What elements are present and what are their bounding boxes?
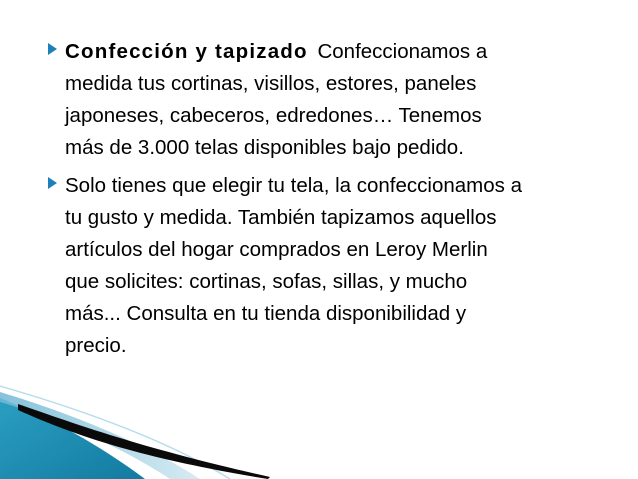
bullet-text: Solo tienes que elegir tu tela, la confeccionamos a <box>65 174 522 197</box>
bullet-text: que solicites: cortinas, sofas, sillas, y mucho <box>65 270 468 293</box>
bullet-heading: Confección y tapizado <box>65 40 308 63</box>
bullet-paragraph-2 <box>65 170 522 362</box>
bullet-text: más de 3.000 telas disponibles bajo pedido. <box>65 136 464 159</box>
bullet-text: japoneses, cabeceros, edredones… Tenemos <box>65 104 482 127</box>
bullet-text: tu gusto y medida. También tapizamos aquellos <box>65 206 497 229</box>
bullet-text: medida tus cortinas, visillos, estores, paneles <box>65 72 477 95</box>
bullet-text: más... Consulta en tu tienda disponibilidad y <box>65 302 467 325</box>
bullet-text: precio. <box>65 334 127 357</box>
swoosh-decoration <box>0 380 638 479</box>
triangle-bullet-icon <box>48 177 57 189</box>
bullet-text: artículos del hogar comprados en Leroy Merlin <box>65 238 488 261</box>
triangle-bullet-icon <box>48 43 57 55</box>
bullet-paragraph-1 <box>65 36 487 164</box>
bullet-text: Confeccionamos a <box>317 40 488 63</box>
bullet-1-line-1 <box>65 36 487 68</box>
